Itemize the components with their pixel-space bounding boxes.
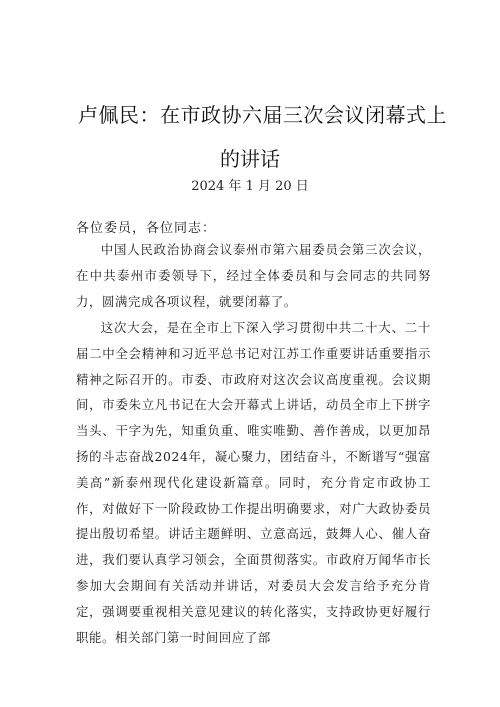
document-date: 2024 年 1 月 20 日 <box>191 179 309 194</box>
salutation: 各位委员，各位同志： <box>76 221 217 236</box>
paragraph-2: 这次大会，是在全市上下深入学习贯彻中共二十大、二十届二中全会精神和习近平总书记对江苏工作重要讲话重要指示精神之际召开的。市委、市政府对这次会议高度重视。会议期间，市委朱立凡书记在大会开幕式上讲话，动员全市上下拼字当头、干字为先，知重负重、唯实唯勤、善作善成，以更加昂扬的斗志奋战2024年，凝心聚力，团结奋斗，不断谱写“强富美高”新泰州现代化建设新篇章。同时，充分肯定市政协工作，对做好下一阶段政协工作提出明确要求，对广大政协委员提出殷切希望。讲话主题鲜明、立意高远，鼓舞人心、催人奋进，我们要认真学习领会，全面贯彻落实。市政府万闻华市长参加大会期间有关活动并讲话，对委员大会发言给予充分肯定，强调要重视相关意见建议的转化落实，支持政协更好履行职能。相关部门第一时间回应了部 <box>76 320 431 645</box>
document-title: 卢佩民：在市政协六届三次会议闭幕式上 <box>78 103 447 127</box>
paragraph-1: 中国人民政治协商会议泰州市第六届委员会第三次会议，在中共泰州市委领导下，经过全体委员和与会同志的共同努力，圆满完成各项议程，就要闭幕了。 <box>76 242 431 309</box>
document-title-continuation: 的讲话 <box>220 147 280 171</box>
